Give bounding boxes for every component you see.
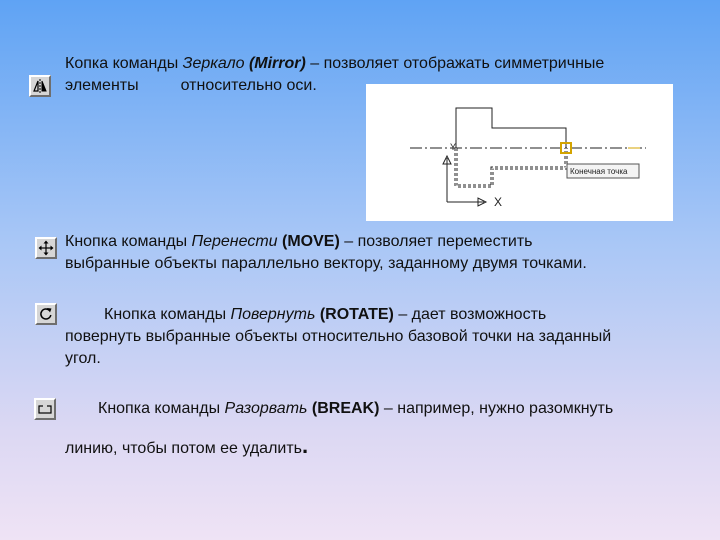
mirror-desc-line2a: элементы bbox=[65, 77, 139, 94]
rotate-icon[interactable] bbox=[35, 303, 57, 325]
break-period: . bbox=[302, 433, 309, 458]
axis-y-label: Y bbox=[450, 142, 457, 152]
rotate-desc-line2: повернуть выбранные объекты относительно базовой точки на заданный bbox=[65, 328, 612, 345]
move-desc-line2: выбранные объекты параллельно вектору, заданному двумя точками. bbox=[65, 255, 587, 272]
move-name: Перенести bbox=[191, 233, 278, 250]
mirror-desc-line1: – позволяет отображать симметричные bbox=[305, 55, 605, 72]
move-icon[interactable] bbox=[35, 237, 57, 259]
mirror-name: Зеркало bbox=[182, 55, 245, 72]
mirror-icon[interactable] bbox=[29, 75, 51, 97]
break-prefix: Кнопка команды bbox=[98, 400, 225, 417]
break-code: (BREAK) bbox=[311, 400, 380, 417]
move-desc-line1: – позволяет переместить bbox=[339, 233, 533, 250]
rotate-code: (ROTATE) bbox=[319, 306, 394, 323]
break-desc-line2: линию, чтобы потом ее удалить bbox=[65, 440, 303, 457]
break-icon[interactable] bbox=[34, 398, 56, 420]
break-description bbox=[65, 398, 613, 460]
rotate-desc-line3: угол. bbox=[65, 350, 101, 367]
move-prefix: Кнопка команды bbox=[65, 233, 192, 250]
endpoint-tooltip: Конечная точка bbox=[570, 167, 628, 176]
break-desc-line1: – например, нужно разомкнуть bbox=[379, 400, 614, 417]
mirror-example-figure bbox=[366, 84, 673, 221]
move-description bbox=[65, 231, 587, 275]
mirror-desc-line2b: относительно оси. bbox=[180, 77, 317, 94]
rotate-description bbox=[65, 304, 611, 370]
move-code: (MOVE) bbox=[282, 233, 340, 250]
mirror-code: (Mirror) bbox=[248, 55, 306, 72]
break-name: Разорвать bbox=[224, 400, 308, 417]
rotate-prefix: Кнопка команды bbox=[104, 306, 231, 323]
axis-x-label: X bbox=[494, 195, 503, 209]
rotate-name: Повернуть bbox=[230, 306, 316, 323]
mirror-prefix: Копка команды bbox=[65, 55, 183, 72]
rotate-desc-line1: – дает возможность bbox=[393, 306, 547, 323]
